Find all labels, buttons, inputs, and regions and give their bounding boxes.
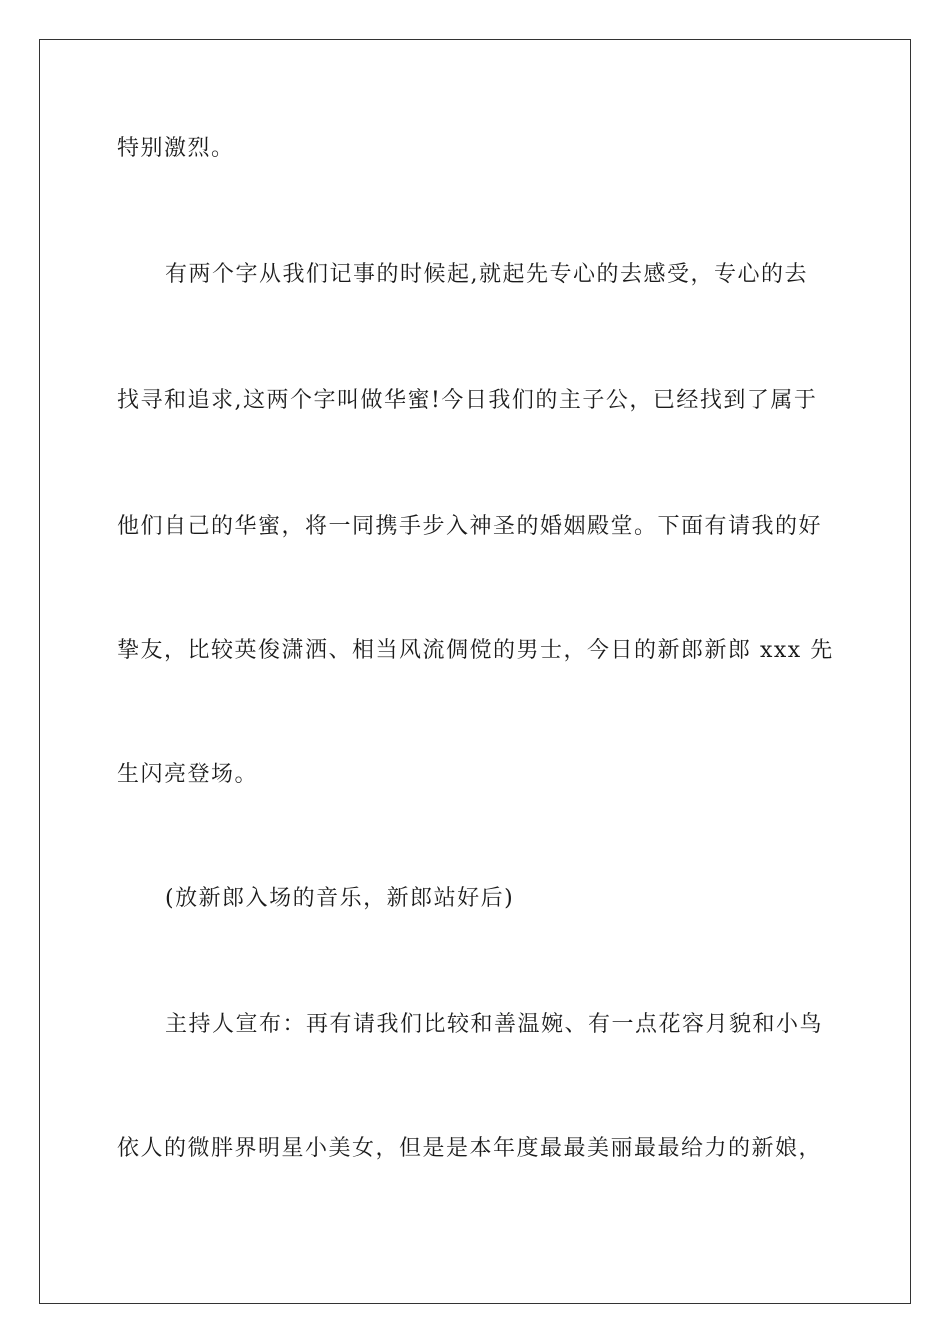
text-line-6: 生闪亮登场。 bbox=[117, 762, 259, 787]
text-line-9: 依人的微胖界明星小美女，但是是本年度最最美丽最最给力的新娘， bbox=[117, 1136, 823, 1161]
text-line-7: (放新郎入场的音乐，新郎站好后) bbox=[165, 886, 515, 911]
text-line-2: 有两个字从我们记事的时候起,就起先专心的去感受，专心的去 bbox=[165, 262, 808, 287]
text-line-3: 找寻和追求,这两个字叫做华蜜!今日我们的主子公，已经找到了属于 bbox=[117, 388, 818, 413]
text-line-5: 挚友，比较英俊潇洒、相当风流倜傥的男士，今日的新郎新郎 xxx 先 bbox=[117, 638, 834, 663]
text-line-4: 他们自己的华蜜，将一同携手步入神圣的婚姻殿堂。下面有请我的好 bbox=[117, 514, 823, 539]
page-border bbox=[39, 39, 911, 1304]
text-line-8: 主持人宣布：再有请我们比较和善温婉、有一点花容月貌和小鸟 bbox=[165, 1012, 824, 1037]
text-line-1: 特别激烈。 bbox=[117, 136, 235, 161]
